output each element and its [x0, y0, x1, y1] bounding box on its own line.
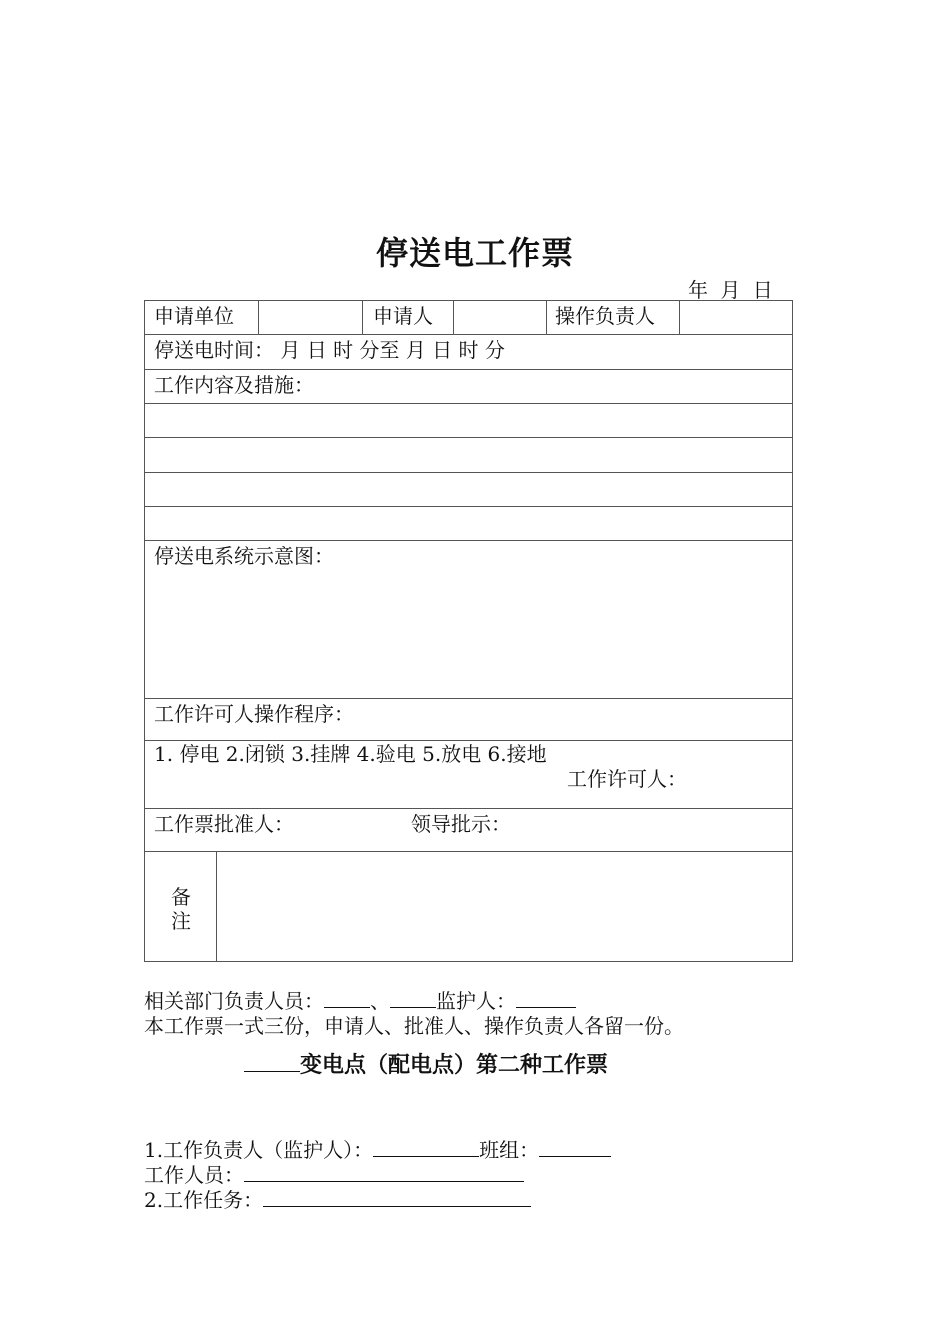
- second-ticket-title-line: [244, 1048, 608, 1079]
- copies-note: 本工作票一式三份，申请人、批准人、操作负责人各留一份。: [144, 1014, 684, 1038]
- permit-person-label: 工作许可人：: [567, 767, 687, 791]
- col-divider: [453, 301, 454, 334]
- team-label: 班组：: [479, 1138, 540, 1162]
- date-line: 年 月 日: [688, 278, 773, 302]
- row-divider: [145, 334, 792, 335]
- related-staff-line: [144, 989, 576, 1013]
- work-leader-label: 1.工作负责人（监护人）：: [144, 1138, 374, 1162]
- row-divider: [145, 472, 792, 473]
- workers-line: [144, 1163, 524, 1187]
- approver-label: 工作票批准人：: [154, 812, 294, 836]
- related-staff-blank-2[interactable]: [390, 989, 436, 1008]
- permit-procedure-label: 工作许可人操作程序：: [154, 702, 354, 726]
- applicant-unit-field[interactable]: [265, 304, 357, 330]
- station-name-blank[interactable]: [244, 1049, 300, 1072]
- workers-blank[interactable]: [244, 1163, 524, 1182]
- separator: 、: [370, 989, 390, 1013]
- task-label: 2.工作任务：: [144, 1188, 264, 1212]
- row-divider: [145, 506, 792, 507]
- col-divider: [362, 301, 363, 334]
- row-divider: [145, 540, 792, 541]
- operator-in-charge-field[interactable]: [685, 304, 785, 330]
- work-content-label: 工作内容及措施：: [154, 373, 314, 397]
- remarks-label-2: 注: [171, 909, 191, 933]
- remarks-label-1: 备: [171, 885, 191, 909]
- diagram-label: 停送电系统示意图：: [154, 544, 334, 568]
- work-content-line[interactable]: [149, 476, 789, 504]
- supervisor-label: 监护人：: [436, 989, 516, 1013]
- outage-time-label: 停送电时间： 月 日 时 分至 月 日 时 分: [154, 338, 505, 362]
- supervisor-blank[interactable]: [516, 989, 576, 1008]
- work-ticket-form: [144, 300, 793, 962]
- work-leader-blank[interactable]: [373, 1138, 479, 1157]
- applicant-unit-label: 申请单位: [154, 304, 234, 328]
- col-divider: [679, 301, 680, 334]
- workers-label: 工作人员：: [144, 1163, 244, 1187]
- remarks-field[interactable]: [223, 857, 789, 957]
- task-blank[interactable]: [263, 1188, 531, 1207]
- related-staff-blank-1[interactable]: [324, 989, 370, 1008]
- second-ticket-title: 变电点（配电点）第二种工作票: [300, 1053, 609, 1078]
- work-leader-line: [144, 1138, 611, 1162]
- related-staff-label: 相关部门负责人员：: [144, 989, 324, 1013]
- row-divider: [145, 403, 792, 404]
- operator-in-charge-label: 操作负责人: [555, 304, 655, 328]
- procedure-steps: 1. 停电 2.闭锁 3.挂牌 4.验电 5.放电 6.接地: [154, 742, 547, 766]
- col-divider: [258, 301, 259, 334]
- row-divider: [145, 851, 792, 852]
- col-divider: [546, 301, 547, 334]
- row-divider: [145, 437, 792, 438]
- document-title: 停送电工作票: [375, 234, 574, 272]
- row-divider: [145, 369, 792, 370]
- applicant-field[interactable]: [459, 304, 541, 330]
- row-divider: [145, 698, 792, 699]
- work-content-line[interactable]: [149, 407, 789, 435]
- row-divider: [145, 740, 792, 741]
- row-divider: [145, 808, 792, 809]
- work-content-line[interactable]: [149, 510, 789, 538]
- team-blank[interactable]: [539, 1138, 611, 1157]
- leader-instruction-label: 领导批示：: [411, 812, 511, 836]
- applicant-label: 申请人: [373, 304, 433, 328]
- task-line: [144, 1188, 531, 1212]
- work-content-line[interactable]: [149, 441, 789, 469]
- remarks-divider: [216, 851, 217, 962]
